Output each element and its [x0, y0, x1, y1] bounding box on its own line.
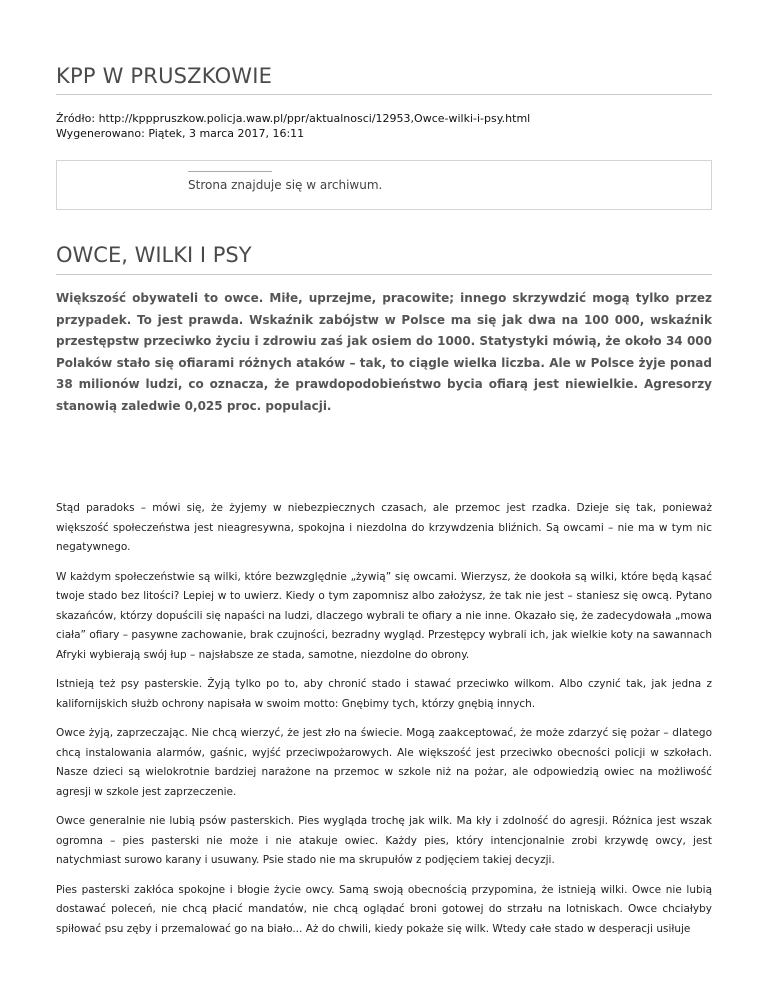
- archive-notice-text: Strona znajduje się w archiwum.: [188, 178, 383, 192]
- article-body: [56, 499, 712, 949]
- site-title-divider: [56, 94, 712, 95]
- archive-notice-divider: [188, 171, 272, 172]
- archive-notice: [56, 160, 712, 210]
- article-paragraph: Stąd paradoks – mówi się, że żyjemy w niebezpiecznych czasach, ale przemoc jest rzadka. Dzieje się tak, ponieważ większość społeczeństwa jest nieagresywna, spokojna i niezdolna do krzywdzenia bliźnich. Są owcami – nie ma w tym nic negatywnego.: [56, 502, 712, 553]
- article-title: OWCE, WILKI I PSY: [56, 243, 252, 267]
- article-paragraph: Pies pasterski zakłóca spokojne i błogie życie owcy. Samą swoją obecnością przypomina, że istnieją wilki. Owce nie lubią dostawać poleceń, nie chcą płacić mandatów, nie chcą oglądać broni gotowej do strzału na lotniskach. Owce chciałyby spiłować psu zęby i przemalować go na biało... Aż do chwili, kiedy pokaże się wilk. Wtedy całe stado w desperacji usiłuje: [56, 883, 712, 935]
- article-paragraph: Istnieją też psy pasterskie. Żyją tylko po to, aby chronić stado i stawać przeciwko wilkom. Albo czynić tak, jak jedna z kalifornijskich służb ochrony napisała w swoim motto: Gnębimy tych, którzy gnębią innych.: [56, 678, 712, 710]
- article-paragraph: Owce generalnie nie lubią psów pasterskich. Pies wygląda trochę jak wilk. Ma kły i zdolność do agresji. Różnica jest wszak ogromna – pies pasterski nie może i nie atakuje owiec. Każdy pies, który intencjonalnie zrobi krzywdę owcy, jest natychmiast surowo karany i usuwany. Psie stado nie ma skrupułów z podjęciem takiej decyzji.: [56, 815, 712, 866]
- article-paragraph: W każdym społeczeństwie są wilki, które bezwzględnie „żywią” się owcami. Wierzysz, że dookoła są wilki, które będą kąsać twoje stado bez litości? Lepiej w to uwierz. Kiedy o tym zapomnisz albo założysz, że tak nie jest – staniesz się owcą. Pytano skazańców, którzy dopuścili się napaści na ludzi, dlaczego wybrali te ofiary a nie inne. Okazało się, że zadecydowała „mowa ciała” ofiary – pasywne zachowanie, brak czujności, bezradny wygląd. Przestępcy wybrali ich, jak wielkie koty na sawannach Afryki wybierają swój łup – najsłabsze ze stada, samotne, niezdolne do obrony.: [56, 570, 712, 661]
- source-line: Źródło: http://kpppruszkow.policja.waw.pl/ppr/aktualnosci/12953,Owce-wilki-i-psy.html: [56, 112, 531, 125]
- article-title-divider: [56, 274, 712, 275]
- document-meta: [56, 111, 530, 141]
- article-lead: Większość obywateli to owce. Miłe, uprzejme, pracowite; innego skrzywdzić mogą tylko przez przypadek. To jest prawda. Wskaźnik zabójstw w Polsce ma się jak dwa na 100 000, wskaźnik przestępstw przeciwko życiu i zdrowiu zaś jak osiem do 1000. Statystyki mówią, że około 34 000 Polaków stało się ofiarami różnych ataków – tak, to ciągle wielka liczba. Ale w Polsce żyje ponad 38 milionów ludzi, co oznacza, że prawdopodobieństwo bycia ofiarą jest niewielkie. Agresorzy stanowią zaledwie 0,025 proc. populacji.: [56, 291, 712, 413]
- article-paragraph: Owce żyją, zaprzeczając. Nie chcą wierzyć, że jest zło na świecie. Mogą zaakceptować, że może zdarzyć się pożar – dlatego chcą instalowania alarmów, gaśnic, wyjść przeciwpożarowych. Ale większość jest przeciwko obecności policji w szkołach. Nasze dzieci są wielokrotnie bardziej narażone na przemoc w szkole niż na pożar, ale odpowiedzią owiec na możliwość agresji w szkole jest zaprzeczenie.: [56, 727, 712, 798]
- generated-line: Wygenerowano: Piątek, 3 marca 2017, 16:11: [56, 127, 305, 140]
- site-title: KPP W PRUSZKOWIE: [56, 64, 273, 88]
